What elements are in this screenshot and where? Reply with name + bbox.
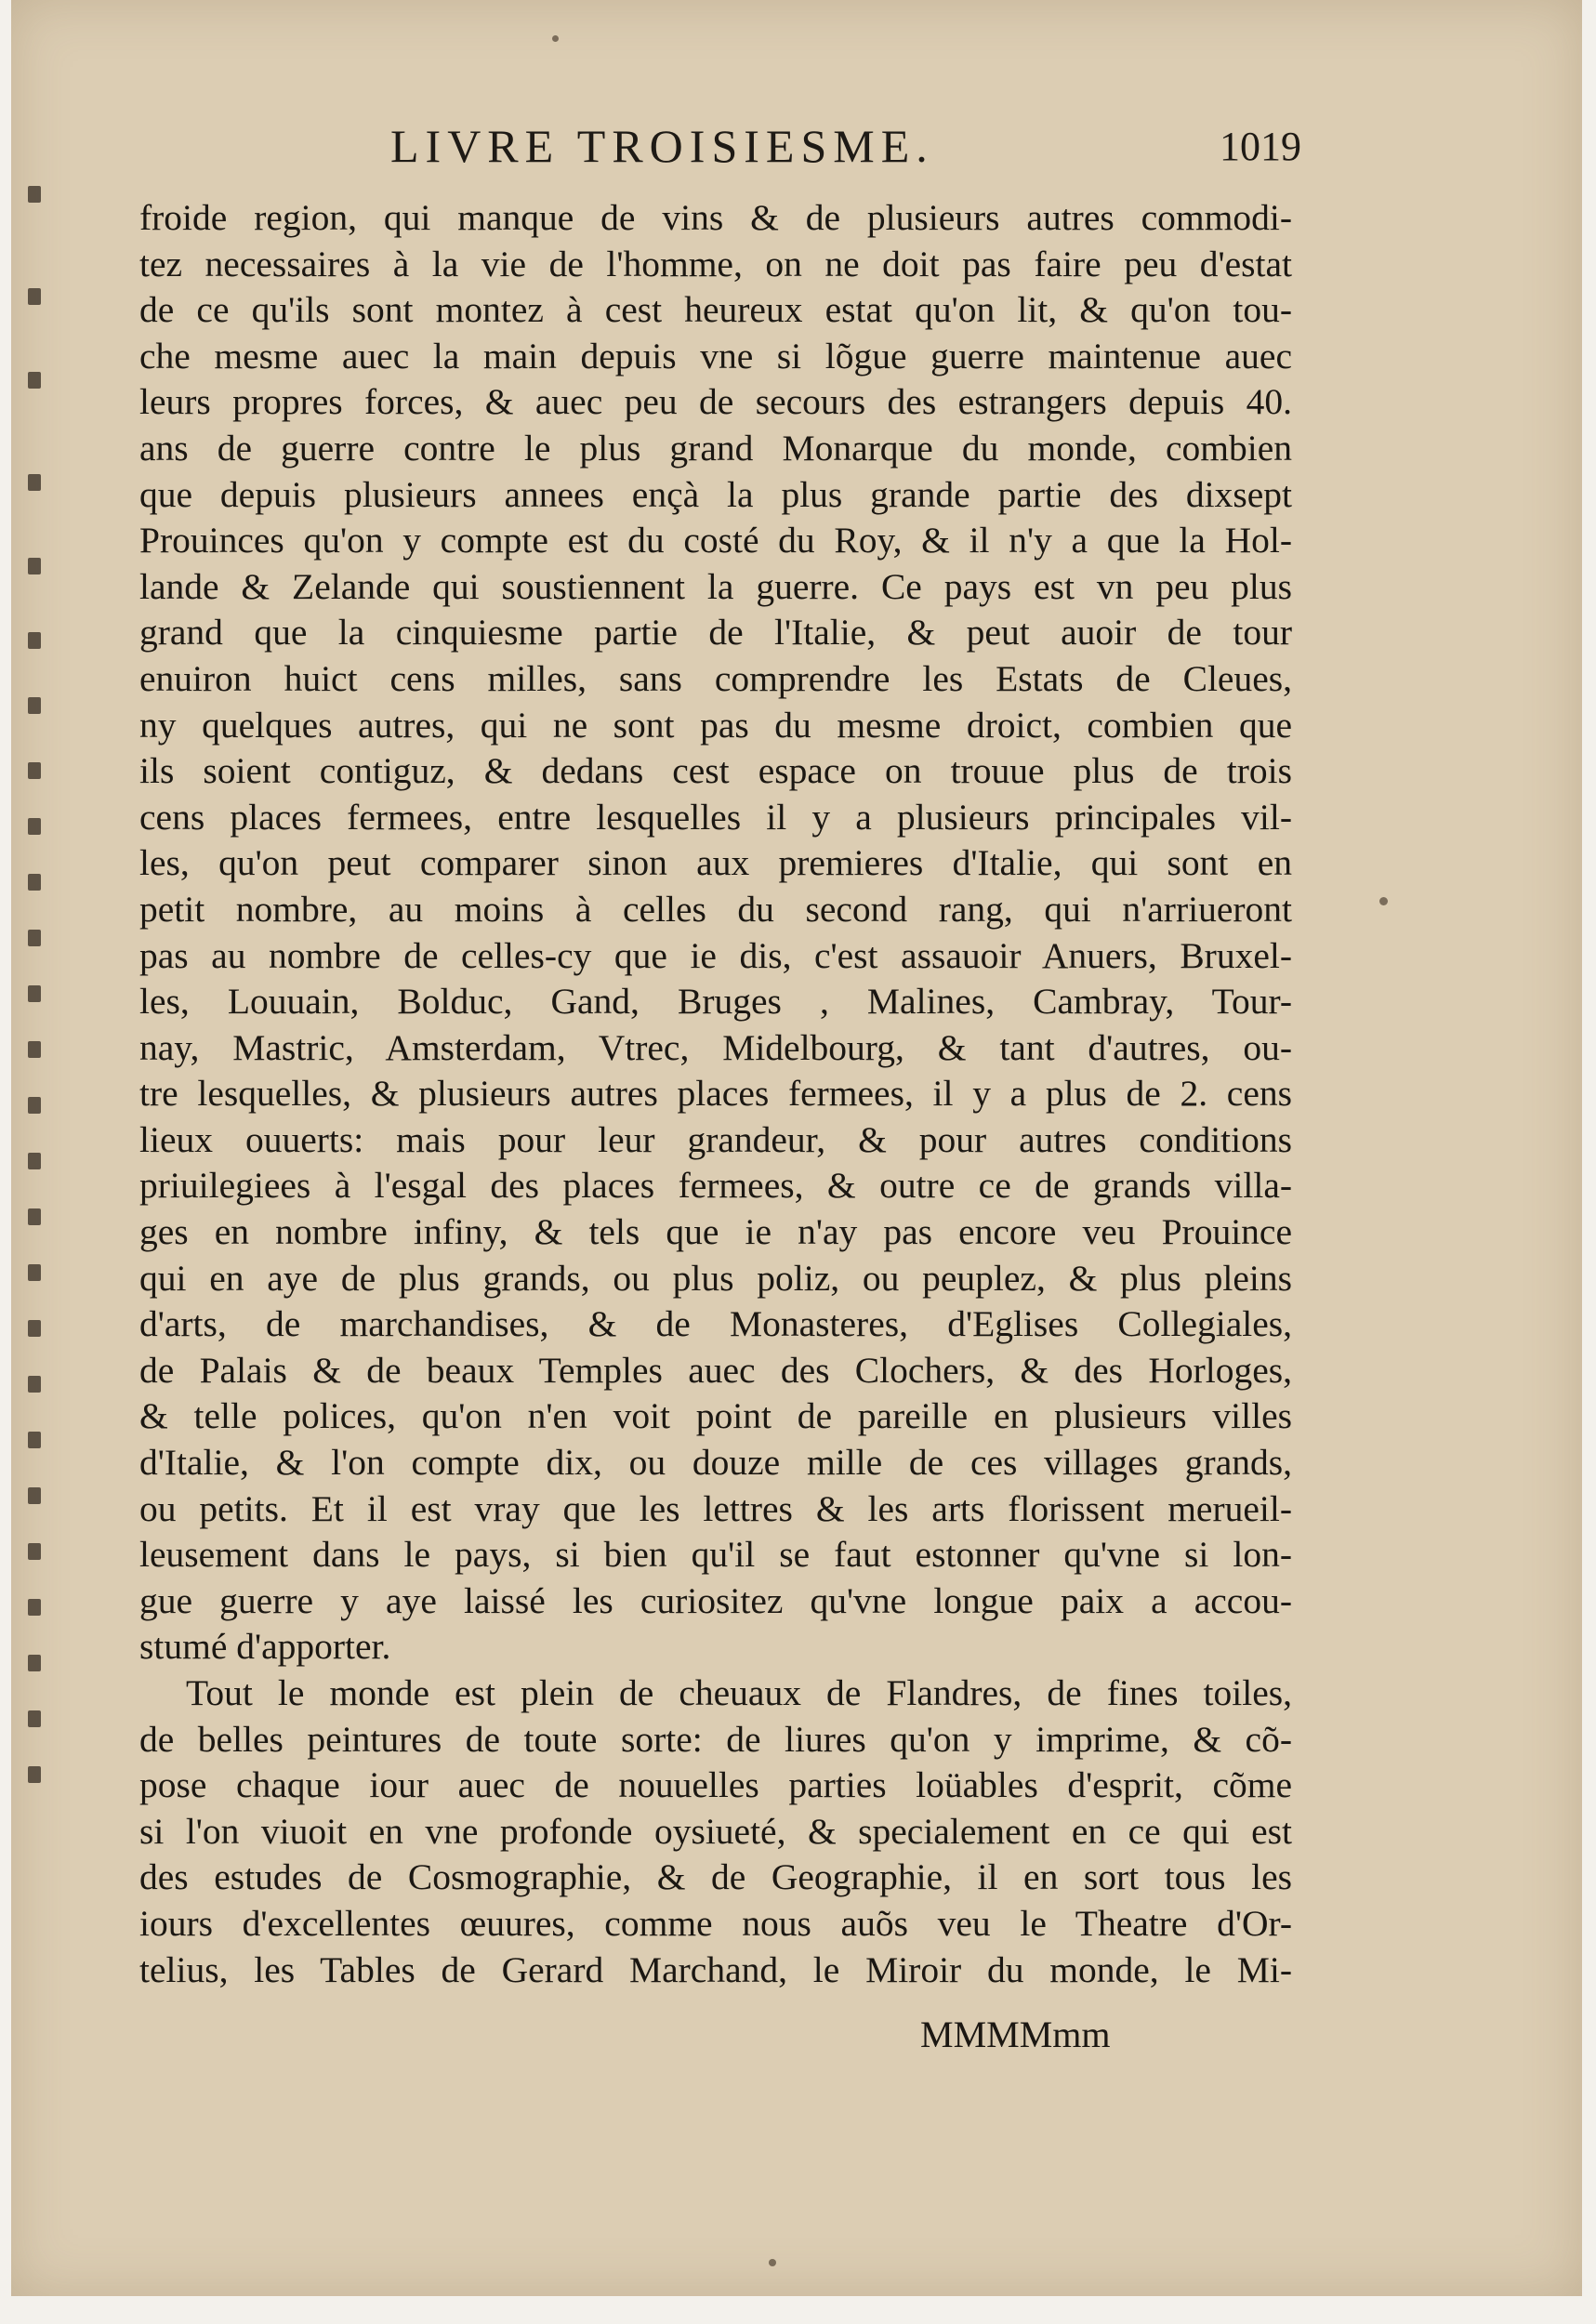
text-line: grand que la cinquiesme partie de l'Italie, & peut auoir de tour: [139, 612, 1292, 654]
text-line: ou petits. Et il est vray que les lettres & les arts florissent merueil-: [139, 1487, 1292, 1529]
text-line: nay, Mastric, Amsterdam, Vtrec, Midelbourg, & tant d'autres, ou-: [139, 1026, 1292, 1068]
adjacent-page-edge: [22, 167, 48, 1841]
page-number: 1019: [1220, 124, 1301, 169]
paragraph-start-line: Tout le monde est plein de cheuaux de Flandres, de fines toiles,: [186, 1672, 1292, 1713]
text-line: iours d'excellentes œuures, comme nous auõs veu le Theatre d'Or-: [139, 1902, 1292, 1944]
ink-speck: [769, 2259, 776, 2266]
text-line: froide region, qui manque de vins & de plusieurs autres commodi-: [139, 197, 1292, 238]
text-line: de Palais & de beaux Temples auec des Clochers, & des Horloges,: [139, 1349, 1292, 1391]
ink-speck: [552, 35, 559, 42]
text-line: pose chaque iour auec de nouuelles parties loüables d'esprit, cõme: [139, 1764, 1292, 1806]
text-line: d'Italie, & l'on compte dix, ou douze mille de ces villages grands,: [139, 1442, 1292, 1484]
text-line: stumé d'apporter.: [139, 1626, 391, 1668]
text-line: enuiron huict cens milles, sans comprendre les Estats de Cleues,: [139, 657, 1292, 699]
text-line: ils soient contiguz, & dedans cest espace on trouue plus de trois: [139, 750, 1292, 792]
text-line: d'arts, de marchandises, & de Monasteres, d'Eglises Collegiales,: [139, 1303, 1292, 1345]
text-line: che mesme auec la main depuis vne si lõgue guerre maintenue auec: [139, 335, 1292, 376]
text-line: ny quelques autres, qui ne sont pas du mesme droict, combien que: [139, 704, 1292, 746]
text-line: telius, les Tables de Gerard Marchand, le Miroir du monde, le Mi-: [139, 1948, 1292, 1990]
text-line: les, Louuain, Bolduc, Gand, Bruges , Malines, Cambray, Tour-: [139, 981, 1292, 1023]
signature-mark: MMMMmm: [920, 2014, 1111, 2055]
text-line: ans de guerre contre le plus grand Monarque du monde, combien: [139, 427, 1292, 469]
text-line: tre lesquelles, & plusieurs autres places fermees, il y a plus de 2. cens: [139, 1073, 1292, 1115]
text-line: que depuis plusieurs annees ençà la plus grande partie des dixsept: [139, 473, 1292, 515]
text-line: pas au nombre de celles-cy que ie dis, c'est assauoir Anuers, Bruxel-: [139, 934, 1292, 976]
text-line: lande & Zelande qui soustiennent la guerre. Ce pays est vn peu plus: [139, 565, 1292, 607]
text-line: tez necessaires à la vie de l'homme, on ne doit pas faire peu d'estat: [139, 243, 1292, 284]
text-line: des estudes de Cosmographie, & de Geographie, il en sort tous les: [139, 1856, 1292, 1898]
text-line: leusement dans le pays, si bien qu'il se faut estonner qu'vne si lon-: [139, 1534, 1292, 1576]
text-line: gue guerre y aye laissé les curiositez qu'vne longue paix a accou-: [139, 1579, 1292, 1621]
text-line: leurs propres forces, & auec peu de secours des estrangers depuis 40.: [139, 381, 1292, 423]
running-title: LIVRE TROISIESME.: [390, 120, 934, 172]
text-line: de belles peintures de toute sorte: de liures qu'on y imprime, & cõ-: [139, 1718, 1292, 1760]
text-line: & telle polices, qu'on n'en voit point de pareille en plusieurs villes: [139, 1395, 1292, 1437]
ink-speck: [1379, 897, 1388, 905]
text-line: qui en aye de plus grands, ou plus poliz, ou peuplez, & plus pleins: [139, 1257, 1292, 1299]
text-line: de ce qu'ils sont montez à cest heureux estat qu'on lit, & qu'on tou-: [139, 289, 1292, 331]
text-line: les, qu'on peut comparer sinon aux premieres d'Italie, qui sont en: [139, 842, 1292, 884]
text-line: si l'on viuoit en vne profonde oysiueté, & specialement en ce qui est: [139, 1810, 1292, 1852]
text-line: cens places fermees, entre lesquelles il y a plusieurs principales vil-: [139, 796, 1292, 838]
page-header: [390, 119, 1301, 175]
text-line: Prouinces qu'on y compte est du costé du Roy, & il n'y a que la Hol-: [139, 520, 1292, 561]
text-line: petit nombre, au moins à celles du second rang, qui n'arriueront: [139, 888, 1292, 930]
text-line: ges en nombre infiny, & tels que ie n'ay pas encore veu Prouince: [139, 1211, 1292, 1253]
body-text: [139, 195, 1292, 1993]
text-line: lieux ouuerts: mais pour leur grandeur, & pour autres conditions: [139, 1118, 1292, 1160]
text-line: priuilegiees à l'esgal des places fermees, & outre ce de grands villa-: [139, 1165, 1292, 1207]
